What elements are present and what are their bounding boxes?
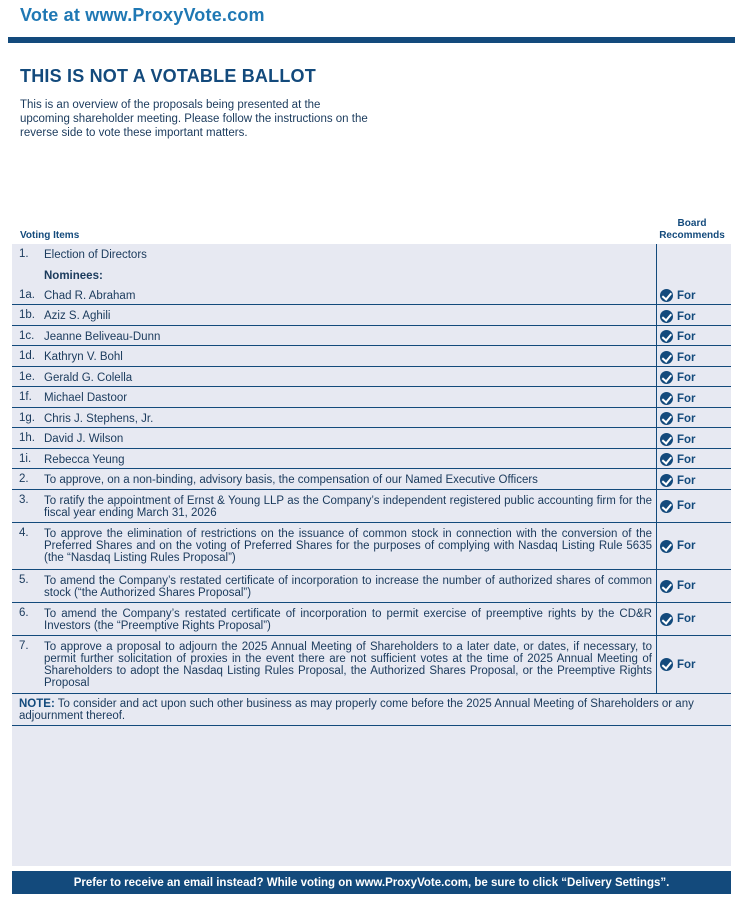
voting-item-row xyxy=(12,636,731,694)
voting-item-row xyxy=(12,523,731,570)
board-recommendation xyxy=(656,490,731,522)
board-recommends-column-header xyxy=(656,218,728,242)
footer-email-banner xyxy=(12,871,731,894)
voting-item-row xyxy=(12,387,731,408)
item-number: 2. xyxy=(19,473,29,485)
voting-item-row xyxy=(12,428,731,449)
check-circle-icon xyxy=(660,412,673,425)
voting-item-row xyxy=(12,244,731,265)
for-label: For xyxy=(677,658,696,671)
check-circle-icon xyxy=(660,474,673,487)
voting-item-row xyxy=(12,265,731,285)
voting-item-row xyxy=(12,305,731,326)
item-number: 5. xyxy=(19,574,29,586)
item-number: 1i. xyxy=(19,453,32,465)
item-number xyxy=(12,265,44,285)
item-description: To ratify the appointment of Ernst & Young LLP as the Company’s independent registered public accounting firm for the fiscal year ending March 31, 2026 xyxy=(44,495,652,519)
board-recommendation xyxy=(656,428,731,448)
item-number: 6. xyxy=(19,607,29,619)
note-text: To consider and act upon such other business as may properly come before the 2025 Annual Meeting of Shareholders or any adjournment thereof. xyxy=(19,698,694,722)
item-description: To approve the elimination of restrictions on the issuance of common stock in connection with the conversion of the Preferred Shares and on the voting of Preferred Shares for the purposes of complying with Nasdaq Listing Rule 5635 (the “Nasdaq Listing Rules Proposal”) xyxy=(44,528,652,564)
board-header-line1: Board xyxy=(677,218,707,229)
for-label: For xyxy=(677,393,696,405)
board-recommendation xyxy=(656,244,731,265)
voting-item-row xyxy=(12,570,731,603)
board-header-line2: Recommends xyxy=(659,230,725,241)
check-circle-icon xyxy=(660,392,673,405)
item-description: Jeanne Beliveau-Dunn xyxy=(44,331,161,343)
for-label: For xyxy=(677,413,696,425)
board-recommendation xyxy=(656,387,731,407)
check-circle-icon xyxy=(660,580,673,593)
for-label: For xyxy=(677,290,696,302)
check-circle-icon xyxy=(660,613,673,626)
board-recommendation xyxy=(656,469,731,489)
check-circle-icon xyxy=(660,453,673,466)
voting-item-row xyxy=(12,603,731,636)
check-circle-icon xyxy=(660,351,673,364)
board-recommendation xyxy=(656,603,731,635)
check-circle-icon xyxy=(660,433,673,446)
for-label: For xyxy=(677,540,696,552)
board-recommendation xyxy=(656,265,731,285)
item-description: David J. Wilson xyxy=(44,433,124,445)
voting-items-column-header: Voting Items xyxy=(20,230,80,241)
for-label: For xyxy=(677,580,696,592)
voting-item-row xyxy=(12,367,731,387)
check-circle-icon xyxy=(660,540,673,553)
item-description: To amend the Company’s restated certificate of incorporation to increase the number of authorized shares of common stock (“the Authorized Shares Proposal”) xyxy=(44,575,652,599)
board-recommendation xyxy=(656,636,731,693)
item-number: 3. xyxy=(19,494,29,506)
check-circle-icon xyxy=(660,289,673,302)
voting-item-row xyxy=(12,285,731,305)
board-recommendation xyxy=(656,305,731,325)
item-description: Chad R. Abraham xyxy=(44,290,136,302)
note-row xyxy=(12,694,731,726)
note-label: NOTE: xyxy=(19,698,55,710)
item-number: 1c. xyxy=(19,330,35,342)
for-label: For xyxy=(677,475,696,487)
ballot-title: THIS IS NOT A VOTABLE BALLOT xyxy=(20,66,316,86)
board-recommendation xyxy=(656,523,731,569)
item-number: 1b. xyxy=(19,309,35,321)
voting-items-table xyxy=(12,244,731,866)
top-header xyxy=(0,0,741,32)
voting-item-row xyxy=(12,408,731,428)
item-description: Kathryn V. Bohl xyxy=(44,351,123,363)
item-description: Election of Directors xyxy=(44,249,147,261)
board-recommendation xyxy=(656,570,731,602)
item-number: 1e. xyxy=(19,371,35,383)
for-label: For xyxy=(677,311,696,323)
item-description: Gerald G. Colella xyxy=(44,372,133,384)
check-circle-icon xyxy=(660,310,673,323)
item-number: 1d. xyxy=(19,350,35,362)
item-number: 1a. xyxy=(19,289,35,301)
check-circle-icon xyxy=(660,658,673,671)
item-description: Chris J. Stephens, Jr. xyxy=(44,413,154,425)
voting-item-row xyxy=(12,490,731,523)
board-recommendation xyxy=(656,449,731,468)
item-number: 1f. xyxy=(19,391,32,403)
item-description: Michael Dastoor xyxy=(44,392,128,404)
board-recommendation xyxy=(656,408,731,427)
item-description: Aziz S. Aghili xyxy=(44,310,111,322)
board-recommendation xyxy=(656,367,731,386)
item-number: 1. xyxy=(19,248,29,260)
header-divider-bar xyxy=(8,37,735,43)
intro-paragraph: This is an overview of the proposals being presented at the upcoming shareholder meeting. Please follow the instructions on the reverse side to vote these important matters. xyxy=(20,99,368,139)
voting-item-row xyxy=(12,449,731,469)
item-description: To approve, on a non-binding, advisory basis, the compensation of our Named Executive Officers xyxy=(44,474,538,486)
item-description: To amend the Company’s restated certificate of incorporation to permit exercise of preemptive rights by the CD&R Investors (the “Preemptive Rights Proposal”) xyxy=(44,608,652,632)
for-label: For xyxy=(677,372,696,384)
voting-items-rows xyxy=(12,244,731,726)
item-description: Rebecca Yeung xyxy=(44,454,125,466)
voting-item-row xyxy=(12,469,731,490)
check-circle-icon xyxy=(660,330,673,343)
for-label: For xyxy=(677,331,696,343)
check-circle-icon xyxy=(660,500,673,513)
board-recommendation xyxy=(656,326,731,345)
item-number: 7. xyxy=(19,640,29,652)
check-circle-icon xyxy=(660,371,673,384)
for-label: For xyxy=(677,613,696,625)
item-description: To approve a proposal to adjourn the 2025 Annual Meeting of Shareholders to a later date, or dates, if necessary, to permit further solicitation of proxies in the event there are not sufficient votes at the time of 2025 Annual Meeting of Shareholders to adopt the Nasdaq Listing Rules Proposal, the Authorized Shares Proposal, or the Preemptive Rights Proposal xyxy=(44,641,652,689)
board-recommendation xyxy=(656,285,731,304)
item-number: 1h. xyxy=(19,432,35,444)
nominees-label: Nominees: xyxy=(44,270,103,282)
vote-url-heading: Vote at www.ProxyVote.com xyxy=(20,5,265,25)
voting-item-row xyxy=(12,346,731,367)
board-recommendation xyxy=(656,346,731,366)
for-label: For xyxy=(677,500,696,512)
item-number: 4. xyxy=(19,527,29,539)
item-number: 1g. xyxy=(19,412,35,424)
for-label: For xyxy=(677,352,696,364)
voting-item-row xyxy=(12,326,731,346)
for-label: For xyxy=(677,434,696,446)
for-label: For xyxy=(677,454,696,466)
footer-text: Prefer to receive an email instead? While voting on www.ProxyVote.com, be sure to click “Delivery Settings”. xyxy=(73,876,670,889)
